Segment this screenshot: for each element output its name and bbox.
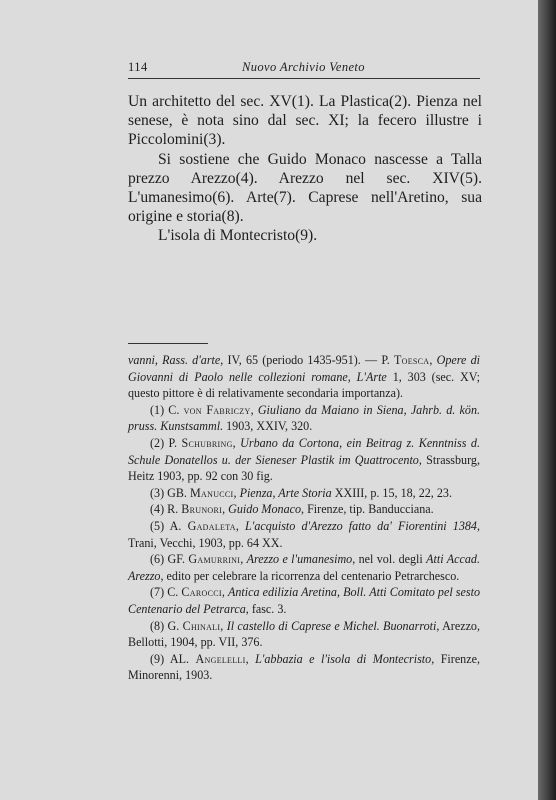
footnote-7: (7) C. Carocci, Antica edilizia Aretina, Boll. Atti Comitato pel sesto Centenario del Petrarca, fasc. 3. <box>128 585 480 616</box>
footnote-8: (8) G. Chinali, Il castello di Caprese e Michel. Buonarroti, Arezzo, Bellotti, 1904, pp. VII, 376. <box>128 618 481 650</box>
footnote-4: (4) R. Brunori, Guido Monaco, Firenze, tip. Banducciana. <box>150 502 434 517</box>
page-number: 114 <box>128 60 148 74</box>
running-head: Nuovo Archivio Veneto <box>242 60 365 74</box>
footnote-rule <box>128 343 208 344</box>
body-paragraph: Si sostiene che Guido Monaco nascesse a Talla prezzo Arezzo(4). Arezzo nel sec. XIV(5). L'umanesimo(6). Arte(7). Caprese nell'Aretino, sua origine e storia(8). <box>128 150 482 226</box>
footnote-continuation: vanni, Rass. d'arte, IV, 65 (periodo 1435-951). — P. Toesca, Opere di Giovanni di Paolo nelle collezioni romane, L'Arte 1, 303 (sec. XV; questo pittore è di relativamente secondaria importanza). <box>128 353 480 401</box>
header-rule <box>128 78 480 79</box>
body-paragraph: Un architetto del sec. XV(1). La Plastica(2). Pienza nel senese, è nota sino dal sec. XI; la fecero illustre i Piccolomini(3). <box>128 93 482 149</box>
footnote-1: (1) C. von Fabriczy, Giuliano da Maiano in Siena, Jahrb. d. kön. pruss. Kunstsamml. 1903, XXIV, 320. <box>128 402 481 434</box>
footnote-3: (3) GB. Manucci, Pienza, Arte Storia XXIII, p. 15, 18, 22, 23. <box>150 485 452 500</box>
footnotes <box>128 352 480 684</box>
footnote-6: (6) GF. Gamurrini, Arezzo e l'umanesimo, nel vol. degli Atti Accad. Arezzo, edito per celebrare la ricorrenza del centenario Petrarchesco. <box>128 552 480 583</box>
footnote-2: (2) P. Schubring, Urbano da Cortona, ein Beitrag z. Kenntniss d. Schule Donatellos u. der Sieneser Plastik im Quattrocento, Strassburg, Heitz 1903, pp. 92 con 30 fig. <box>128 435 480 484</box>
body-text <box>128 92 482 246</box>
book-spine-shadow <box>538 0 556 800</box>
body-paragraph: L'isola di Montecristo(9). <box>158 227 318 245</box>
footnote-9: (9) AL. Angelelli, L'abbazia e l'isola di Montecristo, Firenze, Minorenni, 1903. <box>128 651 480 683</box>
page-header <box>128 60 480 80</box>
footnote-5: (5) A. Gadaleta, L'acquisto d'Arezzo fatto da' Fiorentini 1384, Trani, Vecchi, 1903, pp. 64 XX. <box>128 518 480 550</box>
